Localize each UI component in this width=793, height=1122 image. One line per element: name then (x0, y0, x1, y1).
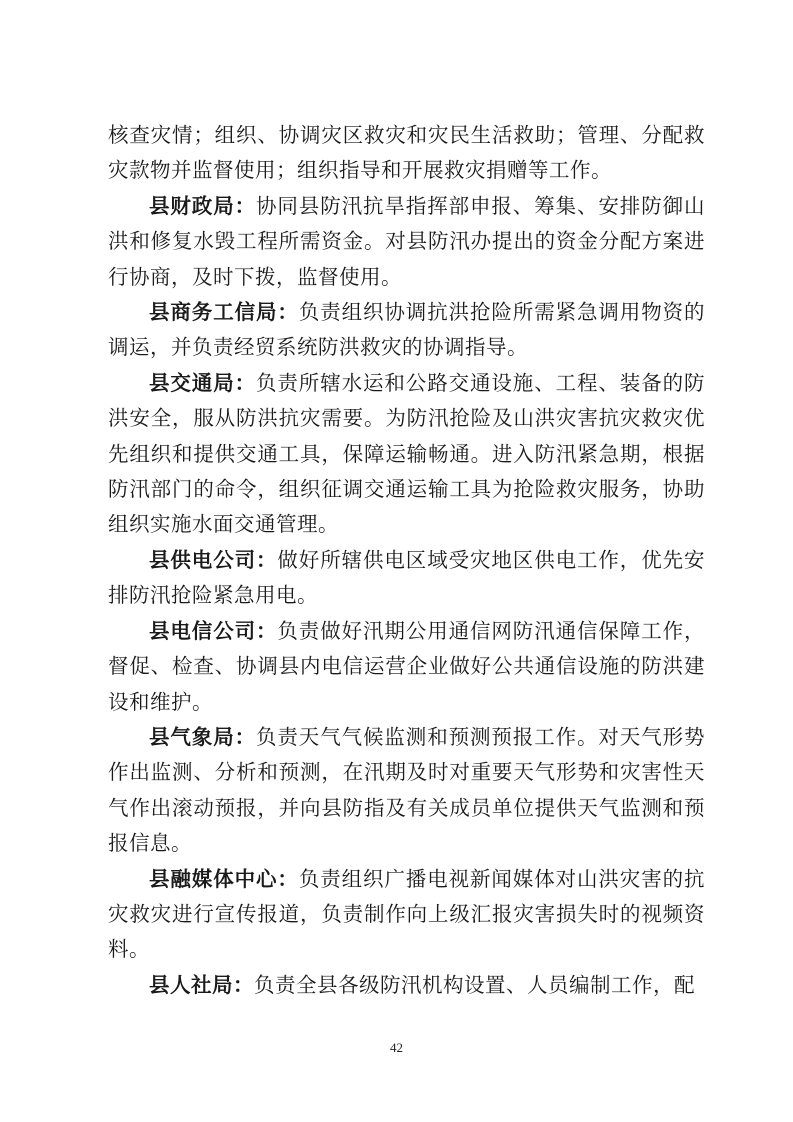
agency-name: 县财政局： (149, 193, 256, 218)
section-text: 负责全县各级防汛机构设置、人员编制工作，配 (254, 972, 695, 997)
section-finance-bureau (108, 189, 705, 295)
section-text: 做好所辖供电区域受灾地区供电工作，优先安排防汛抢险紧急用电。 (108, 547, 706, 608)
page-body (108, 118, 705, 1003)
agency-name: 县交通局： (149, 370, 256, 395)
section-text: 协同县防汛抗旱指挥部申报、筹集、安排防御山洪和修复水毁工程所需资金。对县防汛办提出的资金分配方案进行协商，及时下拨，监督使用。 (108, 193, 705, 289)
section-text: 负责做好汛期公用通信网防汛通信保障工作，督促、检查、协调县内电信运营企业做好公共通信设施的防洪建设和维护。 (108, 618, 706, 714)
page-number: 42 (390, 1040, 403, 1055)
section-commerce-bureau (108, 295, 705, 366)
section-media-center (108, 862, 705, 968)
agency-name: 县电信公司： (149, 618, 278, 643)
section-text: 负责组织协调抗洪抢险所需紧急调用物资的调运，并负责经贸系统防洪救灾的协调指导。 (108, 300, 706, 360)
section-meteorology-bureau (108, 720, 705, 862)
section-power-company (108, 543, 705, 614)
section-text: 负责天气气候监测和预测预报工作。对天气形势作出监测、分析和预测，在汛期及时对重要天气形势和灾害性天气作出滚动预报，并向县防指及有关成员单位提供天气监测和预报信息。 (108, 724, 705, 856)
section-hr-bureau (108, 968, 705, 1003)
section-transport-bureau (108, 366, 705, 543)
section-text: 负责所辖水运和公路交通设施、工程、装备的防洪安全，服从防洪抗灾需要。为防汛抢险及山洪灾害抗灾救灾优先组织和提供交通工具，保障运输畅通。进入防汛紧急期，根据防汛部门的命令，组织征调交通运输工具为抢险救灾服务，协助组织实施水面交通管理。 (108, 370, 705, 537)
intro-paragraph: 核查灾情；组织、协调灾区救灾和灾民生活救助；管理、分配救灾款物并监督使用；组织指导和开展救灾捐赠等工作。 (108, 123, 705, 183)
section-text: 负责组织广播电视新闻媒体对山洪灾害的抗灾救灾进行宣传报道，负责制作向上级汇报灾害损失时的视频资料。 (108, 866, 706, 962)
agency-name: 县供电公司： (149, 547, 278, 572)
agency-name: 县融媒体中心： (149, 866, 299, 891)
agency-name: 县商务工信局： (149, 300, 299, 325)
agency-name: 县气象局： (149, 724, 256, 749)
section-telecom-company (108, 614, 705, 720)
agency-name: 县人社局： (149, 972, 254, 997)
